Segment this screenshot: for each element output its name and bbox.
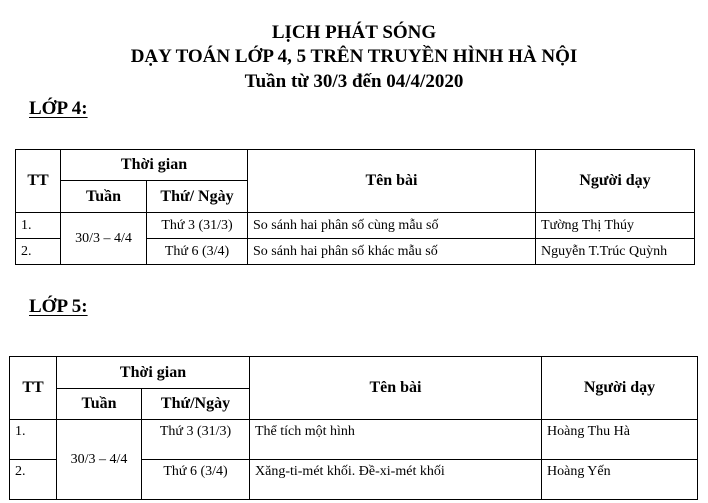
week-cell: 30/3 – 4/4 xyxy=(61,213,147,265)
week-cell: 30/3 – 4/4 xyxy=(57,420,142,500)
row-number: 2. xyxy=(16,239,61,265)
lesson-cell: Xăng-ti-mét khối. Đề-xi-mét khối xyxy=(250,460,542,500)
table-row xyxy=(10,420,698,460)
teacher-cell: Nguyễn T.Trúc Quỳnh xyxy=(536,239,695,265)
column-header-week: Tuần xyxy=(61,181,147,213)
row-number: 2. xyxy=(10,460,57,500)
lesson-cell: So sánh hai phân số khác mẫu số xyxy=(248,239,536,265)
column-header-day: Thứ/ Ngày xyxy=(147,181,248,213)
column-header-time: Thời gian xyxy=(61,150,248,181)
document-week-range: Tuần từ 30/3 đến 04/4/2020 xyxy=(244,71,464,92)
grade5-heading: LỚP 5: xyxy=(29,296,88,317)
day-cell: Thứ 6 (3/4) xyxy=(147,239,248,265)
table-row xyxy=(16,213,695,239)
column-header-time: Thời gian xyxy=(57,357,250,389)
table-header-row xyxy=(16,150,695,181)
table-header-row xyxy=(10,357,698,389)
row-number: 1. xyxy=(16,213,61,239)
column-header-teacher: Người dạy xyxy=(542,357,698,420)
lesson-cell: So sánh hai phân số cùng mẫu số xyxy=(248,213,536,239)
column-header-lesson: Tên bài xyxy=(250,357,542,420)
teacher-cell: Tường Thị Thúy xyxy=(536,213,695,239)
column-header-tt: TT xyxy=(16,150,61,213)
column-header-lesson: Tên bài xyxy=(248,150,536,213)
column-header-tt: TT xyxy=(10,357,57,420)
day-cell: Thứ 3 (31/3) xyxy=(142,420,250,460)
row-number: 1. xyxy=(10,420,57,460)
lesson-cell: Thể tích một hình xyxy=(250,420,542,460)
teacher-cell: Hoàng Yến xyxy=(542,460,698,500)
document-title: LỊCH PHÁT SÓNG xyxy=(271,22,437,43)
teacher-cell: Hoàng Thu Hà xyxy=(542,420,698,460)
grade5-schedule-table xyxy=(9,356,698,500)
grade4-heading: LỚP 4: xyxy=(29,98,88,119)
document-subtitle: DẠY TOÁN LỚP 4, 5 TRÊN TRUYỀN HÌNH HÀ NỘI xyxy=(130,46,578,67)
day-cell: Thứ 6 (3/4) xyxy=(142,460,250,500)
grade4-schedule-table xyxy=(15,149,695,265)
column-header-week: Tuần xyxy=(57,389,142,420)
column-header-day: Thứ/Ngày xyxy=(142,389,250,420)
day-cell: Thứ 3 (31/3) xyxy=(147,213,248,239)
column-header-teacher: Người dạy xyxy=(536,150,695,213)
